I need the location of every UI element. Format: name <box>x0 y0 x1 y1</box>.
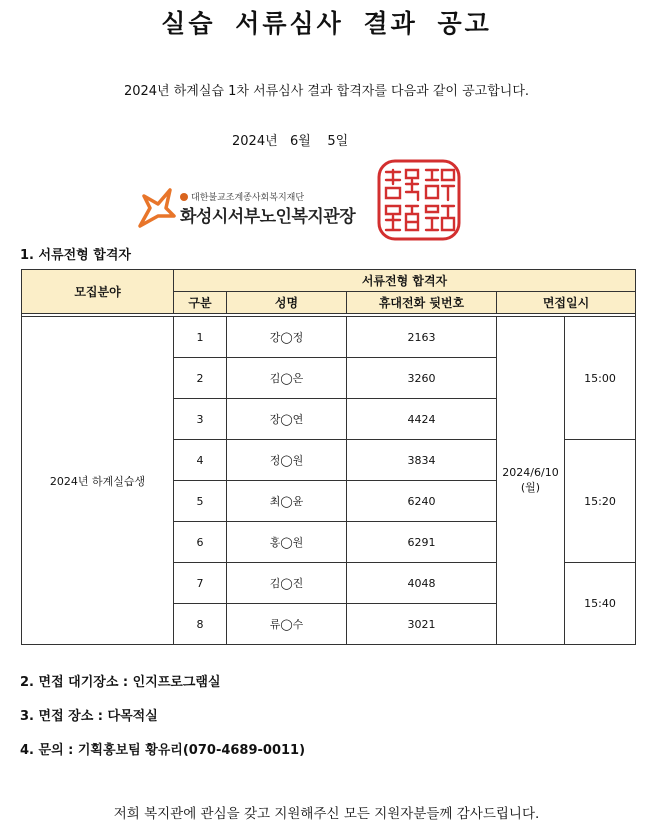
organization-logo <box>136 186 361 230</box>
row-number: 4 <box>174 440 227 481</box>
section-passed-title: 1. 서류전형 합격자 <box>20 248 131 263</box>
header-number: 구분 <box>174 292 227 314</box>
row-phone: 4048 <box>347 563 497 604</box>
row-name: 김◯은 <box>227 358 347 399</box>
row-phone: 4424 <box>347 399 497 440</box>
row-phone: 3260 <box>347 358 497 399</box>
announcement-date: 2024년 6월 5일 <box>232 134 349 149</box>
row-name: 최◯윤 <box>227 481 347 522</box>
welfare-center-name: 화성시서부노인복지관장 <box>180 207 356 227</box>
recruit-field-cell: 2024년 하계실습생 <box>22 317 174 645</box>
row-name: 강◯정 <box>227 317 347 358</box>
header-name: 성명 <box>227 292 347 314</box>
row-number: 7 <box>174 563 227 604</box>
row-phone: 6291 <box>347 522 497 563</box>
page-title: 실습 서류심사 결과 공고 <box>161 9 492 38</box>
header-phone: 휴대전화 뒷번호 <box>347 292 497 314</box>
row-name: 김◯진 <box>227 563 347 604</box>
row-name: 류◯수 <box>227 604 347 645</box>
row-number: 5 <box>174 481 227 522</box>
contact-info: 4. 문의 : 기획홍보팀 황유리(070-4689-0011) <box>20 743 306 758</box>
row-number: 8 <box>174 604 227 645</box>
header-field: 모집분야 <box>22 270 174 314</box>
intro-text: 2024년 하계실습 1차 서류심사 결과 합격자를 다음과 같이 공고합니다. <box>123 84 530 99</box>
row-name: 정◯원 <box>227 440 347 481</box>
interview-room-info: 3. 면접 장소 : 다목적실 <box>20 709 158 724</box>
row-name: 홍◯원 <box>227 522 347 563</box>
foundation-emblem-icon <box>180 193 188 201</box>
official-seal-stamp <box>376 158 462 242</box>
header-passed-group: 서류전형 합격자 <box>174 270 636 292</box>
waiting-room-info: 2. 면접 대기장소 : 인지프로그램실 <box>20 675 221 690</box>
row-number: 3 <box>174 399 227 440</box>
row-phone: 3834 <box>347 440 497 481</box>
results-table <box>21 269 636 645</box>
header-interview: 면접일시 <box>497 292 636 314</box>
row-number: 6 <box>174 522 227 563</box>
row-phone: 6240 <box>347 481 497 522</box>
row-number: 1 <box>174 317 227 358</box>
row-number: 2 <box>174 358 227 399</box>
flame-logo-icon <box>136 186 176 230</box>
interview-time-cell: 15:00 <box>565 317 636 440</box>
row-name: 장◯연 <box>227 399 347 440</box>
row-phone: 3021 <box>347 604 497 645</box>
interview-time-cell: 15:40 <box>565 563 636 645</box>
thank-you-message: 저희 복지관에 관심을 갖고 지원해주신 모든 지원자분들께 감사드립니다. <box>113 806 540 822</box>
interview-time-cell: 15:20 <box>565 440 636 563</box>
interview-date-cell: 2024/6/10 (월) <box>497 317 565 645</box>
foundation-name: 대한불교조계종사회복지재단 <box>180 190 304 203</box>
row-phone: 2163 <box>347 317 497 358</box>
